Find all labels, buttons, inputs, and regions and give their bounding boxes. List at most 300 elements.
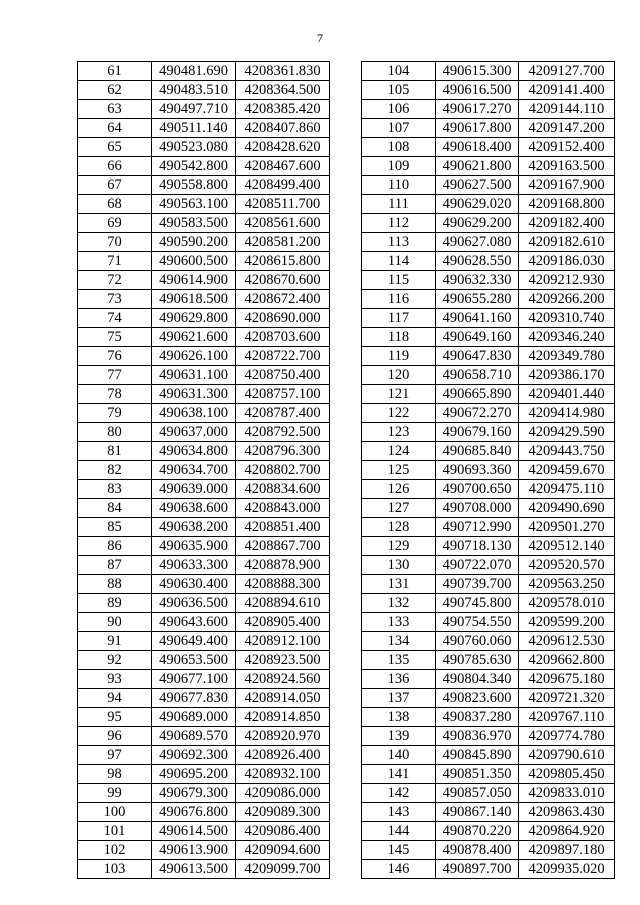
coordinates-table-right-body [362, 62, 615, 879]
y-coordinate-cell: 4209675.180 [519, 670, 615, 689]
table-row [78, 727, 330, 746]
point-number-cell: 105 [362, 81, 436, 100]
x-coordinate-cell: 490626.100 [152, 347, 236, 366]
x-coordinate-cell: 490590.200 [152, 233, 236, 252]
point-number-cell: 124 [362, 442, 436, 461]
x-coordinate-cell: 490897.700 [436, 860, 519, 879]
x-coordinate-cell: 490638.600 [152, 499, 236, 518]
x-coordinate-cell: 490695.200 [152, 765, 236, 784]
y-coordinate-cell: 4209767.110 [519, 708, 615, 727]
x-coordinate-cell: 490627.500 [436, 176, 519, 195]
table-row [78, 252, 330, 271]
x-coordinate-cell: 490638.100 [152, 404, 236, 423]
table-row [78, 100, 330, 119]
x-coordinate-cell: 490617.800 [436, 119, 519, 138]
x-coordinate-cell: 490629.200 [436, 214, 519, 233]
table-row [362, 556, 615, 575]
y-coordinate-cell: 4208364.500 [236, 81, 330, 100]
y-coordinate-cell: 4209612.530 [519, 632, 615, 651]
y-coordinate-cell: 4209429.590 [519, 423, 615, 442]
point-number-cell: 63 [78, 100, 152, 119]
x-coordinate-cell: 490614.900 [152, 271, 236, 290]
x-coordinate-cell: 490630.400 [152, 575, 236, 594]
y-coordinate-cell: 4209127.700 [519, 62, 615, 81]
y-coordinate-cell: 4208926.400 [236, 746, 330, 765]
x-coordinate-cell: 490658.710 [436, 366, 519, 385]
coordinates-table-left-body [78, 62, 330, 879]
point-number-cell: 143 [362, 803, 436, 822]
table-row [362, 423, 615, 442]
table-row [362, 195, 615, 214]
point-number-cell: 107 [362, 119, 436, 138]
point-number-cell: 80 [78, 423, 152, 442]
y-coordinate-cell: 4209089.300 [236, 803, 330, 822]
x-coordinate-cell: 490649.160 [436, 328, 519, 347]
table-row [362, 518, 615, 537]
point-number-cell: 93 [78, 670, 152, 689]
x-coordinate-cell: 490523.080 [152, 138, 236, 157]
x-coordinate-cell: 490627.080 [436, 233, 519, 252]
x-coordinate-cell: 490616.500 [436, 81, 519, 100]
y-coordinate-cell: 4208802.700 [236, 461, 330, 480]
point-number-cell: 61 [78, 62, 152, 81]
point-number-cell: 115 [362, 271, 436, 290]
point-number-cell: 112 [362, 214, 436, 233]
x-coordinate-cell: 490483.510 [152, 81, 236, 100]
point-number-cell: 76 [78, 347, 152, 366]
y-coordinate-cell: 4208787.400 [236, 404, 330, 423]
x-coordinate-cell: 490633.300 [152, 556, 236, 575]
point-number-cell: 92 [78, 651, 152, 670]
y-coordinate-cell: 4208757.100 [236, 385, 330, 404]
point-number-cell: 114 [362, 252, 436, 271]
x-coordinate-cell: 490693.360 [436, 461, 519, 480]
x-coordinate-cell: 490542.800 [152, 157, 236, 176]
table-row [362, 442, 615, 461]
x-coordinate-cell: 490679.300 [152, 784, 236, 803]
page-number: 7 [317, 31, 323, 45]
table-row [362, 689, 615, 708]
x-coordinate-cell: 490700.650 [436, 480, 519, 499]
point-number-cell: 111 [362, 195, 436, 214]
point-number-cell: 118 [362, 328, 436, 347]
table-row [362, 784, 615, 803]
x-coordinate-cell: 490804.340 [436, 670, 519, 689]
y-coordinate-cell: 4209863.430 [519, 803, 615, 822]
y-coordinate-cell: 4209401.440 [519, 385, 615, 404]
x-coordinate-cell: 490739.700 [436, 575, 519, 594]
y-coordinate-cell: 4209182.400 [519, 214, 615, 233]
x-coordinate-cell: 490621.800 [436, 157, 519, 176]
point-number-cell: 136 [362, 670, 436, 689]
y-coordinate-cell: 4209094.600 [236, 841, 330, 860]
y-coordinate-cell: 4208561.600 [236, 214, 330, 233]
table-row [362, 765, 615, 784]
x-coordinate-cell: 490823.600 [436, 689, 519, 708]
x-coordinate-cell: 490628.550 [436, 252, 519, 271]
point-number-cell: 75 [78, 328, 152, 347]
x-coordinate-cell: 490745.800 [436, 594, 519, 613]
point-number-cell: 110 [362, 176, 436, 195]
y-coordinate-cell: 4208672.400 [236, 290, 330, 309]
x-coordinate-cell: 490635.900 [152, 537, 236, 556]
y-coordinate-cell: 4209897.180 [519, 841, 615, 860]
point-number-cell: 134 [362, 632, 436, 651]
x-coordinate-cell: 490621.600 [152, 328, 236, 347]
point-number-cell: 82 [78, 461, 152, 480]
point-number-cell: 126 [362, 480, 436, 499]
table-row [78, 803, 330, 822]
table-row [78, 632, 330, 651]
x-coordinate-cell: 490647.830 [436, 347, 519, 366]
point-number-cell: 122 [362, 404, 436, 423]
x-coordinate-cell: 490600.500 [152, 252, 236, 271]
table-row [362, 670, 615, 689]
table-row [78, 290, 330, 309]
y-coordinate-cell: 4209578.010 [519, 594, 615, 613]
y-coordinate-cell: 4209662.800 [519, 651, 615, 670]
x-coordinate-cell: 490676.800 [152, 803, 236, 822]
y-coordinate-cell: 4208361.830 [236, 62, 330, 81]
table-row [78, 195, 330, 214]
y-coordinate-cell: 4208581.200 [236, 233, 330, 252]
table-row [362, 613, 615, 632]
y-coordinate-cell: 4208703.600 [236, 328, 330, 347]
table-row [78, 271, 330, 290]
point-number-cell: 116 [362, 290, 436, 309]
x-coordinate-cell: 490722.070 [436, 556, 519, 575]
x-coordinate-cell: 490629.800 [152, 309, 236, 328]
table-row [362, 214, 615, 233]
x-coordinate-cell: 490634.800 [152, 442, 236, 461]
y-coordinate-cell: 4209167.900 [519, 176, 615, 195]
table-row [362, 727, 615, 746]
y-coordinate-cell: 4208894.610 [236, 594, 330, 613]
y-coordinate-cell: 4209935.020 [519, 860, 615, 879]
table-row [78, 613, 330, 632]
y-coordinate-cell: 4209386.170 [519, 366, 615, 385]
x-coordinate-cell: 490563.100 [152, 195, 236, 214]
y-coordinate-cell: 4208920.970 [236, 727, 330, 746]
point-number-cell: 106 [362, 100, 436, 119]
table-row [78, 651, 330, 670]
point-number-cell: 142 [362, 784, 436, 803]
table-row [78, 575, 330, 594]
x-coordinate-cell: 490631.300 [152, 385, 236, 404]
table-row [362, 290, 615, 309]
table-row [362, 461, 615, 480]
point-number-cell: 78 [78, 385, 152, 404]
x-coordinate-cell: 490760.060 [436, 632, 519, 651]
y-coordinate-cell: 4209774.780 [519, 727, 615, 746]
table-row [78, 423, 330, 442]
x-coordinate-cell: 490878.400 [436, 841, 519, 860]
x-coordinate-cell: 490870.220 [436, 822, 519, 841]
table-row [78, 708, 330, 727]
x-coordinate-cell: 490618.400 [436, 138, 519, 157]
table-row [78, 138, 330, 157]
point-number-cell: 139 [362, 727, 436, 746]
table-row [78, 480, 330, 499]
table-row [78, 366, 330, 385]
table-row [78, 309, 330, 328]
x-coordinate-cell: 490672.270 [436, 404, 519, 423]
x-coordinate-cell: 490639.000 [152, 480, 236, 499]
point-number-cell: 144 [362, 822, 436, 841]
table-row [362, 746, 615, 765]
table-row [362, 404, 615, 423]
y-coordinate-cell: 4208851.400 [236, 518, 330, 537]
point-number-cell: 85 [78, 518, 152, 537]
point-number-cell: 95 [78, 708, 152, 727]
x-coordinate-cell: 490511.140 [152, 119, 236, 138]
table-row [362, 176, 615, 195]
table-row [362, 537, 615, 556]
table-row [362, 803, 615, 822]
point-number-cell: 97 [78, 746, 152, 765]
y-coordinate-cell: 4209501.270 [519, 518, 615, 537]
y-coordinate-cell: 4209266.200 [519, 290, 615, 309]
table-row [362, 347, 615, 366]
table-row [362, 157, 615, 176]
y-coordinate-cell: 4209864.920 [519, 822, 615, 841]
y-coordinate-cell: 4209414.980 [519, 404, 615, 423]
table-row [362, 499, 615, 518]
point-number-cell: 117 [362, 309, 436, 328]
x-coordinate-cell: 490785.630 [436, 651, 519, 670]
table-row [78, 784, 330, 803]
x-coordinate-cell: 490631.100 [152, 366, 236, 385]
y-coordinate-cell: 4209086.000 [236, 784, 330, 803]
x-coordinate-cell: 490613.900 [152, 841, 236, 860]
y-coordinate-cell: 4208615.800 [236, 252, 330, 271]
x-coordinate-cell: 490617.270 [436, 100, 519, 119]
x-coordinate-cell: 490643.600 [152, 613, 236, 632]
table-row [78, 157, 330, 176]
coordinates-table-left [77, 61, 330, 879]
coordinates-table-right [361, 61, 615, 879]
table-row [362, 822, 615, 841]
point-number-cell: 146 [362, 860, 436, 879]
y-coordinate-cell: 4208888.300 [236, 575, 330, 594]
x-coordinate-cell: 490857.050 [436, 784, 519, 803]
table-row [78, 689, 330, 708]
x-coordinate-cell: 490677.100 [152, 670, 236, 689]
y-coordinate-cell: 4209086.400 [236, 822, 330, 841]
table-row [362, 138, 615, 157]
y-coordinate-cell: 4209099.700 [236, 860, 330, 879]
y-coordinate-cell: 4208878.900 [236, 556, 330, 575]
point-number-cell: 133 [362, 613, 436, 632]
y-coordinate-cell: 4209459.670 [519, 461, 615, 480]
y-coordinate-cell: 4208912.100 [236, 632, 330, 651]
point-number-cell: 89 [78, 594, 152, 613]
y-coordinate-cell: 4209147.200 [519, 119, 615, 138]
point-number-cell: 70 [78, 233, 152, 252]
point-number-cell: 87 [78, 556, 152, 575]
x-coordinate-cell: 490718.130 [436, 537, 519, 556]
point-number-cell: 64 [78, 119, 152, 138]
point-number-cell: 132 [362, 594, 436, 613]
y-coordinate-cell: 4209721.320 [519, 689, 615, 708]
y-coordinate-cell: 4209599.200 [519, 613, 615, 632]
x-coordinate-cell: 490583.500 [152, 214, 236, 233]
point-number-cell: 68 [78, 195, 152, 214]
table-row [78, 442, 330, 461]
x-coordinate-cell: 490845.890 [436, 746, 519, 765]
table-row [78, 518, 330, 537]
point-number-cell: 103 [78, 860, 152, 879]
x-coordinate-cell: 490641.160 [436, 309, 519, 328]
table-row [78, 670, 330, 689]
table-row [78, 347, 330, 366]
y-coordinate-cell: 4209168.800 [519, 195, 615, 214]
y-coordinate-cell: 4209790.610 [519, 746, 615, 765]
y-coordinate-cell: 4208923.500 [236, 651, 330, 670]
table-row [362, 271, 615, 290]
x-coordinate-cell: 490665.890 [436, 385, 519, 404]
point-number-cell: 62 [78, 81, 152, 100]
x-coordinate-cell: 490708.000 [436, 499, 519, 518]
table-row [78, 328, 330, 347]
x-coordinate-cell: 490638.200 [152, 518, 236, 537]
point-number-cell: 99 [78, 784, 152, 803]
table-row [362, 708, 615, 727]
table-row [78, 499, 330, 518]
table-row [362, 594, 615, 613]
x-coordinate-cell: 490754.550 [436, 613, 519, 632]
x-coordinate-cell: 490689.000 [152, 708, 236, 727]
table-row [362, 860, 615, 879]
point-number-cell: 94 [78, 689, 152, 708]
table-row [362, 119, 615, 138]
table-row [362, 62, 615, 81]
point-number-cell: 67 [78, 176, 152, 195]
y-coordinate-cell: 4209512.140 [519, 537, 615, 556]
point-number-cell: 113 [362, 233, 436, 252]
table-row [362, 100, 615, 119]
y-coordinate-cell: 4208385.420 [236, 100, 330, 119]
point-number-cell: 101 [78, 822, 152, 841]
point-number-cell: 74 [78, 309, 152, 328]
table-row [362, 385, 615, 404]
table-row [362, 480, 615, 499]
point-number-cell: 129 [362, 537, 436, 556]
x-coordinate-cell: 490632.330 [436, 271, 519, 290]
point-number-cell: 65 [78, 138, 152, 157]
point-number-cell: 102 [78, 841, 152, 860]
table-row [78, 841, 330, 860]
point-number-cell: 104 [362, 62, 436, 81]
y-coordinate-cell: 4209310.740 [519, 309, 615, 328]
table-row [78, 176, 330, 195]
x-coordinate-cell: 490653.500 [152, 651, 236, 670]
y-coordinate-cell: 4208905.400 [236, 613, 330, 632]
y-coordinate-cell: 4209152.400 [519, 138, 615, 157]
y-coordinate-cell: 4209490.690 [519, 499, 615, 518]
table-row [362, 81, 615, 100]
y-coordinate-cell: 4208834.600 [236, 480, 330, 499]
y-coordinate-cell: 4209141.400 [519, 81, 615, 100]
table-row [78, 461, 330, 480]
point-number-cell: 86 [78, 537, 152, 556]
y-coordinate-cell: 4209212.930 [519, 271, 615, 290]
table-row [78, 556, 330, 575]
x-coordinate-cell: 490685.840 [436, 442, 519, 461]
x-coordinate-cell: 490618.500 [152, 290, 236, 309]
y-coordinate-cell: 4209833.010 [519, 784, 615, 803]
point-number-cell: 72 [78, 271, 152, 290]
point-number-cell: 71 [78, 252, 152, 271]
point-number-cell: 128 [362, 518, 436, 537]
x-coordinate-cell: 490481.690 [152, 62, 236, 81]
x-coordinate-cell: 490613.500 [152, 860, 236, 879]
y-coordinate-cell: 4208750.400 [236, 366, 330, 385]
y-coordinate-cell: 4209520.570 [519, 556, 615, 575]
table-row [362, 233, 615, 252]
table-row [362, 366, 615, 385]
y-coordinate-cell: 4208467.600 [236, 157, 330, 176]
point-number-cell: 140 [362, 746, 436, 765]
y-coordinate-cell: 4209805.450 [519, 765, 615, 784]
y-coordinate-cell: 4208428.620 [236, 138, 330, 157]
x-coordinate-cell: 490836.970 [436, 727, 519, 746]
point-number-cell: 130 [362, 556, 436, 575]
x-coordinate-cell: 490679.160 [436, 423, 519, 442]
x-coordinate-cell: 490637.000 [152, 423, 236, 442]
table-row [78, 62, 330, 81]
x-coordinate-cell: 490634.700 [152, 461, 236, 480]
x-coordinate-cell: 490677.830 [152, 689, 236, 708]
table-row [78, 765, 330, 784]
x-coordinate-cell: 490837.280 [436, 708, 519, 727]
point-number-cell: 131 [362, 575, 436, 594]
table-row [78, 233, 330, 252]
y-coordinate-cell: 4208792.500 [236, 423, 330, 442]
table-row [78, 537, 330, 556]
y-coordinate-cell: 4208914.850 [236, 708, 330, 727]
table-row [362, 632, 615, 651]
y-coordinate-cell: 4209182.610 [519, 233, 615, 252]
point-number-cell: 145 [362, 841, 436, 860]
y-coordinate-cell: 4209349.780 [519, 347, 615, 366]
point-number-cell: 121 [362, 385, 436, 404]
point-number-cell: 108 [362, 138, 436, 157]
x-coordinate-cell: 490558.800 [152, 176, 236, 195]
point-number-cell: 119 [362, 347, 436, 366]
y-coordinate-cell: 4208924.560 [236, 670, 330, 689]
table-row [362, 252, 615, 271]
table-row [362, 328, 615, 347]
table-row [78, 860, 330, 879]
table-row [78, 822, 330, 841]
table-row [78, 214, 330, 233]
y-coordinate-cell: 4208407.860 [236, 119, 330, 138]
table-row [78, 81, 330, 100]
y-coordinate-cell: 4209186.030 [519, 252, 615, 271]
point-number-cell: 66 [78, 157, 152, 176]
y-coordinate-cell: 4209163.500 [519, 157, 615, 176]
table-row [78, 385, 330, 404]
y-coordinate-cell: 4208722.700 [236, 347, 330, 366]
y-coordinate-cell: 4209475.110 [519, 480, 615, 499]
y-coordinate-cell: 4208914.050 [236, 689, 330, 708]
x-coordinate-cell: 490636.500 [152, 594, 236, 613]
x-coordinate-cell: 490867.140 [436, 803, 519, 822]
point-number-cell: 98 [78, 765, 152, 784]
x-coordinate-cell: 490712.990 [436, 518, 519, 537]
point-number-cell: 125 [362, 461, 436, 480]
